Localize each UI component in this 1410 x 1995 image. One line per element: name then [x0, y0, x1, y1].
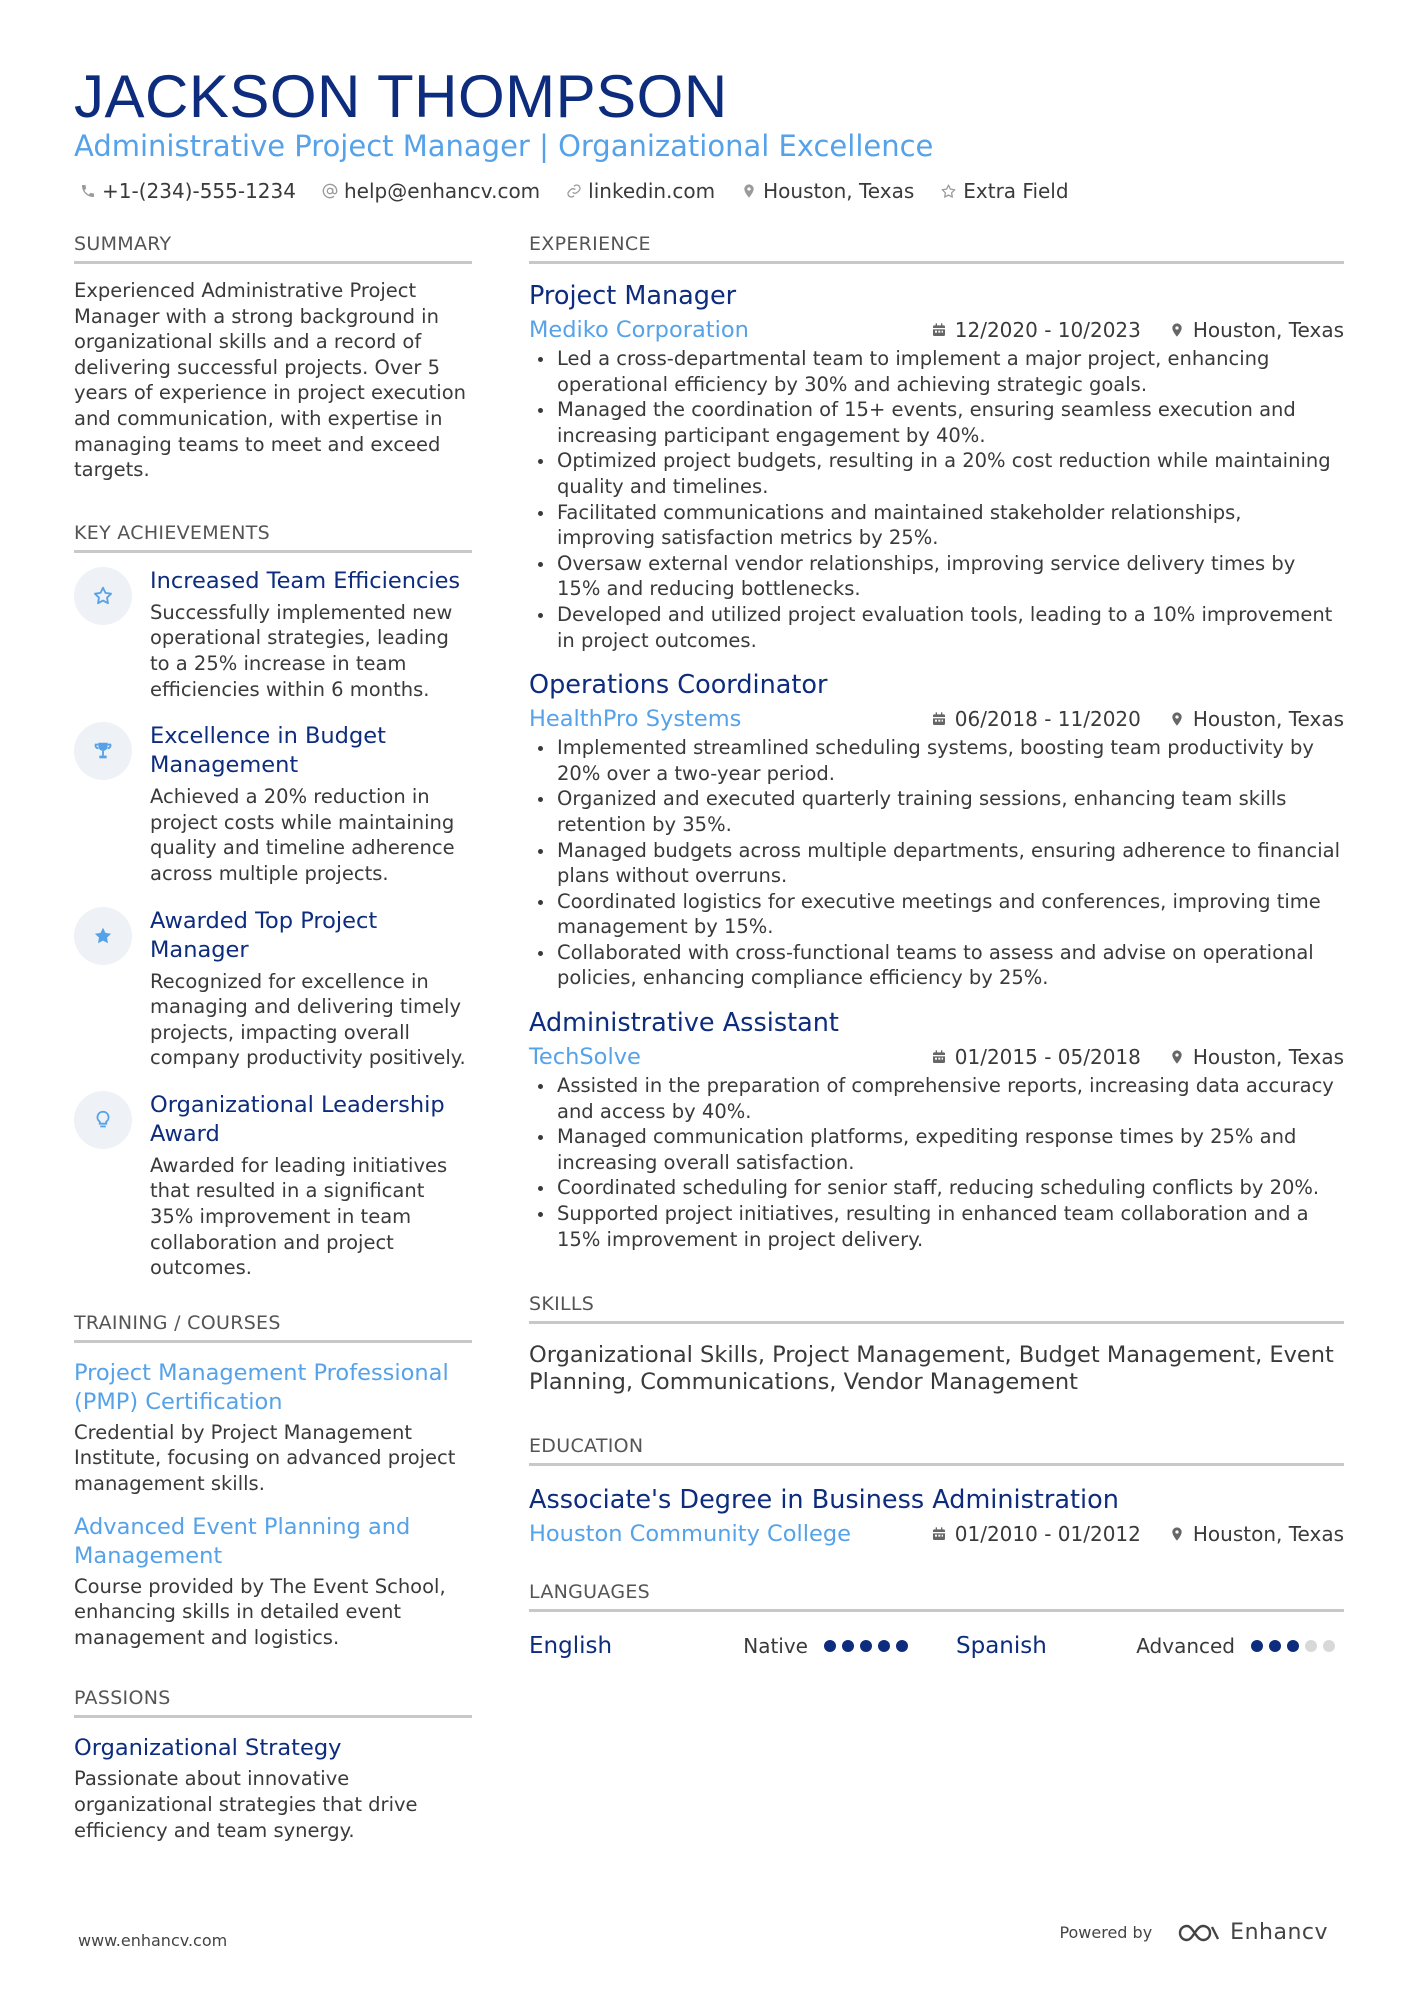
training-heading: TRAINING / COURSES [74, 1311, 472, 1343]
location-pin-icon [1169, 711, 1185, 727]
job-dates: 01/2015 - 05/2018 [954, 1045, 1141, 1070]
job-bullet: Managed the coordination of 15+ events, ensuring seamless execution and increasing participant engagement by 40%. [529, 397, 1344, 448]
achievement-icon-wrap [74, 1091, 132, 1149]
achievement-icon-wrap [74, 567, 132, 625]
achievement-text: Awarded for leading initiatives that resulted in a significant 35% improvement in team collaboration and project outcomes. [150, 1153, 448, 1280]
experience-heading: EXPERIENCE [529, 232, 1344, 264]
achievement-icon-wrap [74, 907, 132, 965]
job-title: Project Manager [529, 281, 737, 311]
location-pin-icon [741, 183, 757, 199]
calendar-icon [931, 1526, 947, 1542]
rating-dot [1305, 1640, 1317, 1652]
skills-text: Organizational Skills, Project Management, Budget Management, Event Planning, Communications, Vendor Management [529, 1342, 1334, 1396]
job-bullet: Assisted in the preparation of comprehensive reports, increasing data accuracy and access by 40%. [529, 1073, 1344, 1124]
extra-field-text: Extra Field [963, 179, 1069, 203]
job-dates: 12/2020 - 10/2023 [954, 318, 1141, 342]
job-bullet: Managed budgets across multiple departments, ensuring adherence to financial plans without overruns. [529, 838, 1344, 889]
calendar-icon [931, 1049, 947, 1065]
job-company: Mediko Corporation [529, 317, 749, 343]
calendar-icon [931, 711, 947, 727]
passion-item [74, 1734, 472, 1843]
contact-email[interactable] [322, 179, 540, 203]
job-bullet: Led a cross-departmental team to implement a major project, enhancing operational efficiency by 30% and achieving strategic goals. [529, 346, 1344, 397]
contact-phone[interactable] [80, 179, 296, 203]
contact-location [741, 179, 914, 203]
location-pin-icon [1169, 1526, 1185, 1542]
achievements-heading: KEY ACHIEVEMENTS [74, 521, 472, 553]
achievement-item [74, 907, 472, 1071]
trophy-icon [92, 740, 114, 762]
star-icon [92, 925, 114, 947]
email-text: help@enhancv.com [343, 179, 541, 203]
footer-branding [1059, 1920, 1328, 1945]
achievements-list [74, 567, 472, 1281]
education-degree: Associate's Degree in Business Administration [529, 1485, 1119, 1516]
job-bullet: Organized and executed quarterly training sessions, enhancing team skills retention by 35%. [529, 786, 1344, 837]
passion-title: Organizational Strategy [74, 1735, 342, 1762]
language-item [956, 1633, 1341, 1659]
language-level: Native [743, 1634, 808, 1659]
achievement-title: Awarded Top Project Manager [150, 907, 378, 963]
job-bullet: Collaborated with cross-functional teams to assess and advise on operational policies, enhancing compliance efficiency by 25%. [529, 940, 1344, 991]
star-outline-icon [940, 183, 957, 200]
job-location: Houston, Texas [1192, 707, 1344, 732]
rating-dot [860, 1640, 872, 1652]
education-location: Houston, Texas [1192, 1522, 1344, 1547]
summary-text: Experienced Administrative Project Manager with a strong background in organizational skills and a record of delivering successful projects. Over 5 years of experience in project execution and communication, with expertise in managing teams to meet and exceed targets. [74, 279, 467, 482]
job-bullet: Implemented streamlined scheduling systems, boosting team productivity by 20% over a two-year period. [529, 735, 1344, 786]
job-bullet: Oversaw external vendor relationships, improving service delivery times by 15% and reducing bottlenecks. [529, 551, 1344, 602]
achievement-item [74, 722, 472, 886]
achievement-item [74, 1091, 472, 1281]
brand-name: Enhancv [1230, 1920, 1328, 1945]
phone-icon [80, 183, 96, 199]
achievement-title: Organizational Leadership Award [150, 1091, 445, 1147]
powered-by-text: Powered by [1059, 1923, 1153, 1942]
training-title: Project Management Professional (PMP) Certification [74, 1359, 449, 1415]
footer-website[interactable]: www.enhancv.com [78, 1931, 228, 1950]
contact-bar [80, 176, 1095, 206]
achievement-icon-wrap [74, 722, 132, 780]
job-bullet: Facilitated communications and maintained stakeholder relationships, improving satisfaction metrics by 25%. [529, 500, 1344, 551]
achievement-item [74, 567, 472, 702]
contact-extra [940, 179, 1068, 203]
achievement-text: Successfully implemented new operational strategies, leading to a 25% increase in team efficiencies within 6 months. [150, 600, 453, 701]
training-item [74, 1513, 472, 1651]
languages-list [529, 1630, 1344, 1662]
achievement-title: Increased Team Efficiencies [150, 567, 461, 594]
education-school: Houston Community College [529, 1521, 851, 1548]
training-item [74, 1359, 472, 1497]
at-icon [322, 183, 338, 199]
location-pin-icon [1169, 322, 1185, 338]
location-pin-icon [1169, 1049, 1185, 1065]
skills-heading: SKILLS [529, 1292, 1344, 1324]
language-item [529, 1633, 914, 1659]
education-heading: EDUCATION [529, 1434, 1344, 1466]
rating-dot [896, 1640, 908, 1652]
candidate-title: Administrative Project Manager | Organizational Excellence [74, 129, 934, 163]
job-location: Houston, Texas [1192, 318, 1344, 342]
rating-dot [824, 1640, 836, 1652]
passion-text: Passionate about innovative organizational strategies that drive efficiency and team synergy. [74, 1767, 418, 1842]
job-bullet: Developed and utilized project evaluation tools, leading to a 10% improvement in project outcomes. [529, 602, 1344, 653]
job-bullets [529, 346, 1344, 653]
job-bullets [529, 1073, 1344, 1252]
training-text: Credential by Project Management Institute, focusing on advanced project management skills. [74, 1420, 456, 1496]
achievement-text: Recognized for excellence in managing and delivering timely projects, impacting overall company productivity positively. [150, 969, 466, 1070]
job-dates: 06/2018 - 11/2020 [954, 707, 1141, 732]
calendar-icon [931, 322, 947, 338]
job-bullets [529, 735, 1344, 991]
summary-heading: SUMMARY [74, 232, 472, 264]
job-title: Administrative Assistant [529, 1008, 839, 1039]
location-text: Houston, Texas [763, 179, 915, 203]
rating-dot [842, 1640, 854, 1652]
passions-heading: PASSIONS [74, 1686, 472, 1718]
star-outline-icon [92, 585, 114, 607]
job-bullet: Coordinated scheduling for senior staff, reducing scheduling conflicts by 20%. [529, 1175, 1344, 1201]
rating-dot [878, 1640, 890, 1652]
language-level: Advanced [1136, 1634, 1235, 1659]
job-company: TechSolve [529, 1044, 641, 1071]
candidate-name: JACKSON THOMPSON [74, 63, 728, 130]
rating-dot [1269, 1640, 1281, 1652]
phone-text: +1-(234)-555-1234 [102, 179, 296, 203]
languages-heading: LANGUAGES [529, 1580, 1344, 1612]
training-list [74, 1359, 472, 1651]
passions-list [74, 1734, 472, 1843]
language-rating [824, 1640, 914, 1652]
job-company: HealthPro Systems [529, 706, 742, 733]
left-column [74, 232, 472, 1859]
language-name: English [529, 1633, 613, 1660]
job-location: Houston, Texas [1192, 1045, 1344, 1070]
job-bullet: Managed communication platforms, expediting response times by 25% and increasing overall satisfaction. [529, 1124, 1344, 1175]
job-bullet: Optimized project budgets, resulting in a 20% cost reduction while maintaining quality and timelines. [529, 448, 1344, 499]
achievement-title: Excellence in Budget Management [150, 723, 386, 779]
enhancv-logo-icon [1176, 1921, 1222, 1945]
rating-dot [1251, 1640, 1263, 1652]
job-bullet: Coordinated logistics for executive meetings and conferences, improving time management by 15%. [529, 889, 1344, 940]
linkedin-text: linkedin.com [588, 179, 716, 203]
rating-dot [1323, 1640, 1335, 1652]
training-text: Course provided by The Event School, enhancing skills in detailed event management and logistics. [74, 1574, 446, 1649]
training-title: Advanced Event Planning and Management [74, 1513, 411, 1569]
achievement-text: Achieved a 20% reduction in project costs while maintaining quality and timeline adherence across multiple projects. [150, 785, 455, 885]
link-icon [566, 183, 582, 199]
rating-dot [1287, 1640, 1299, 1652]
language-rating [1251, 1640, 1341, 1652]
contact-linkedin[interactable] [566, 179, 715, 203]
lightbulb-icon [92, 1109, 114, 1131]
job-title: Operations Coordinator [529, 670, 828, 701]
job-entry [529, 669, 1344, 991]
job-entry [529, 1007, 1344, 1252]
education-dates: 01/2010 - 01/2012 [954, 1522, 1141, 1547]
language-name: Spanish [956, 1633, 1047, 1660]
job-entry [529, 280, 1344, 653]
job-bullet: Supported project initiatives, resulting in enhanced team collaboration and a 15% improvement in project delivery. [529, 1201, 1344, 1252]
right-column [529, 232, 1344, 1662]
